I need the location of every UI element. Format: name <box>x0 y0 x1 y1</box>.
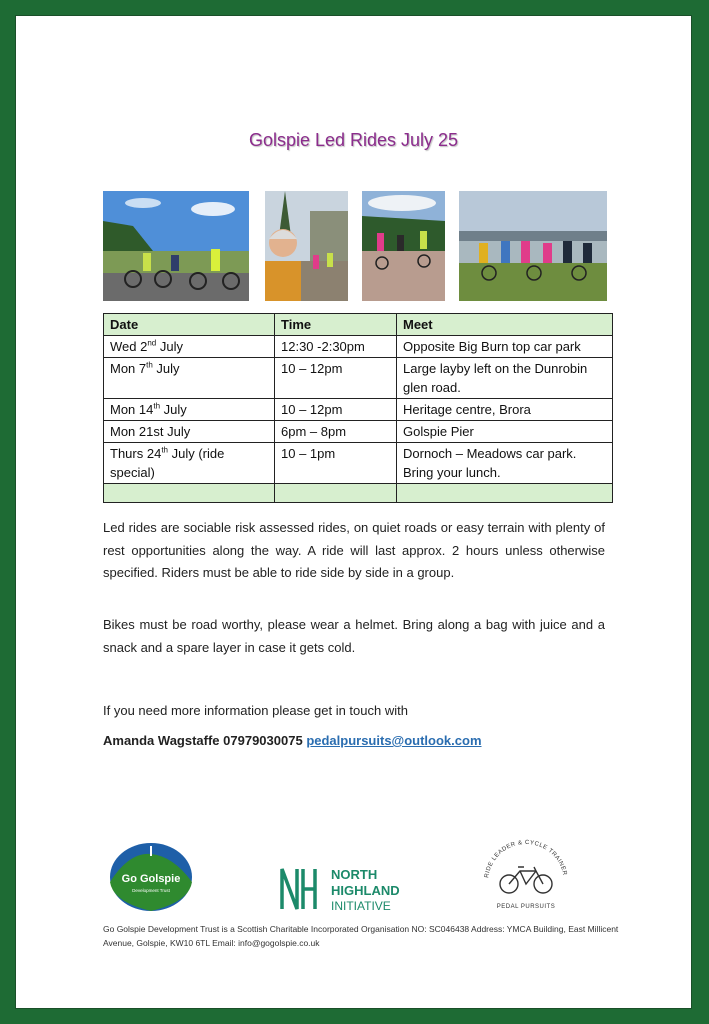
contact-name: Amanda Wagstaffe 07979030075 <box>103 733 303 748</box>
ride-date: Mon 14th July <box>104 399 275 421</box>
ride-date: Thurs 24th July (ride special) <box>104 443 275 484</box>
equipment-paragraph: Bikes must be road worthy, please wear a helmet. Bring along a bag with juice and a snack and a spare layer in case it gets cold. <box>103 617 605 655</box>
header-meet: Meet <box>397 314 613 336</box>
ride-meet: Opposite Big Burn top car park <box>397 336 613 358</box>
table-row <box>104 399 613 421</box>
north-highland-line1: NORTH <box>331 867 378 882</box>
ride-date: Mon 7th July <box>104 358 275 399</box>
go-golspie-logo-sub: Development Trust <box>132 888 170 893</box>
group-by-shore-photo <box>459 191 607 301</box>
contact-line <box>103 733 482 748</box>
pedal-pursuits-name: PEDAL PURSUITS <box>496 904 556 910</box>
north-highland-line2: HIGHLAND <box>331 883 400 898</box>
ride-time: 10 – 1pm <box>275 443 397 484</box>
header-date: Date <box>104 314 275 336</box>
table-row <box>104 336 613 358</box>
table-row <box>104 358 613 399</box>
selfie-on-trail-photo <box>265 191 348 301</box>
table-row <box>104 443 613 484</box>
pedal-pursuits-logo <box>478 834 574 914</box>
ride-meet: Dornoch – Meadows car park. Bring your lunch. <box>397 443 613 484</box>
header-time: Time <box>275 314 397 336</box>
ride-date: Wed 2nd July <box>104 336 275 358</box>
ride-time: 10 – 12pm <box>275 358 397 399</box>
table-row-empty <box>104 484 613 503</box>
group-on-country-road-photo <box>103 191 249 301</box>
go-golspie-logo-name: Go Golspie <box>121 873 181 885</box>
ride-time: 12:30 -2:30pm <box>275 336 397 358</box>
ride-time: 6pm – 8pm <box>275 421 397 443</box>
intro-paragraph: Led rides are sociable risk assessed rides, on quiet roads or easy terrain with plenty of rest opportunities along the way. A ride will last approx. 2 hours unless otherwise specified. Riders must be able to ride side by side in a group. <box>103 520 605 580</box>
contact-email-link[interactable]: pedalpursuits@outlook.com <box>306 733 482 748</box>
footer-text: Go Golspie Development Trust is a Scottish Charitable Incorporated Organisation NO: SC046438 Address: YMCA Building, East Millicent Avenue, Golspie, KW10 6TL Email: info@gogolspie.co.uk <box>103 924 619 948</box>
go-golspie-logo <box>109 842 193 912</box>
table-row <box>104 421 613 443</box>
ride-date: Mon 21st July <box>104 421 275 443</box>
contact-intro: If you need more information please get in touch with <box>103 703 408 718</box>
ride-meet: Large layby left on the Dunrobin glen road. <box>397 358 613 399</box>
page-title: Golspie Led Rides July 25 <box>248 130 459 150</box>
ride-meet: Heritage centre, Brora <box>397 399 613 421</box>
riders-on-gravel-track-photo <box>362 191 445 301</box>
rides-table <box>103 313 613 503</box>
ride-meet: Golspie Pier <box>397 421 613 443</box>
flyer-page <box>15 15 692 1009</box>
ride-time: 10 – 12pm <box>275 399 397 421</box>
north-highland-initiative-logo <box>279 864 419 916</box>
pedal-pursuits-arc-text: RIDE LEADER & CYCLE TRAINER <box>484 839 568 879</box>
table-header-row <box>104 314 613 336</box>
north-highland-line3: INITIATIVE <box>331 899 391 913</box>
svg-text:RIDE LEADER & CYCLE TRAINER <box>484 840 567 878</box>
